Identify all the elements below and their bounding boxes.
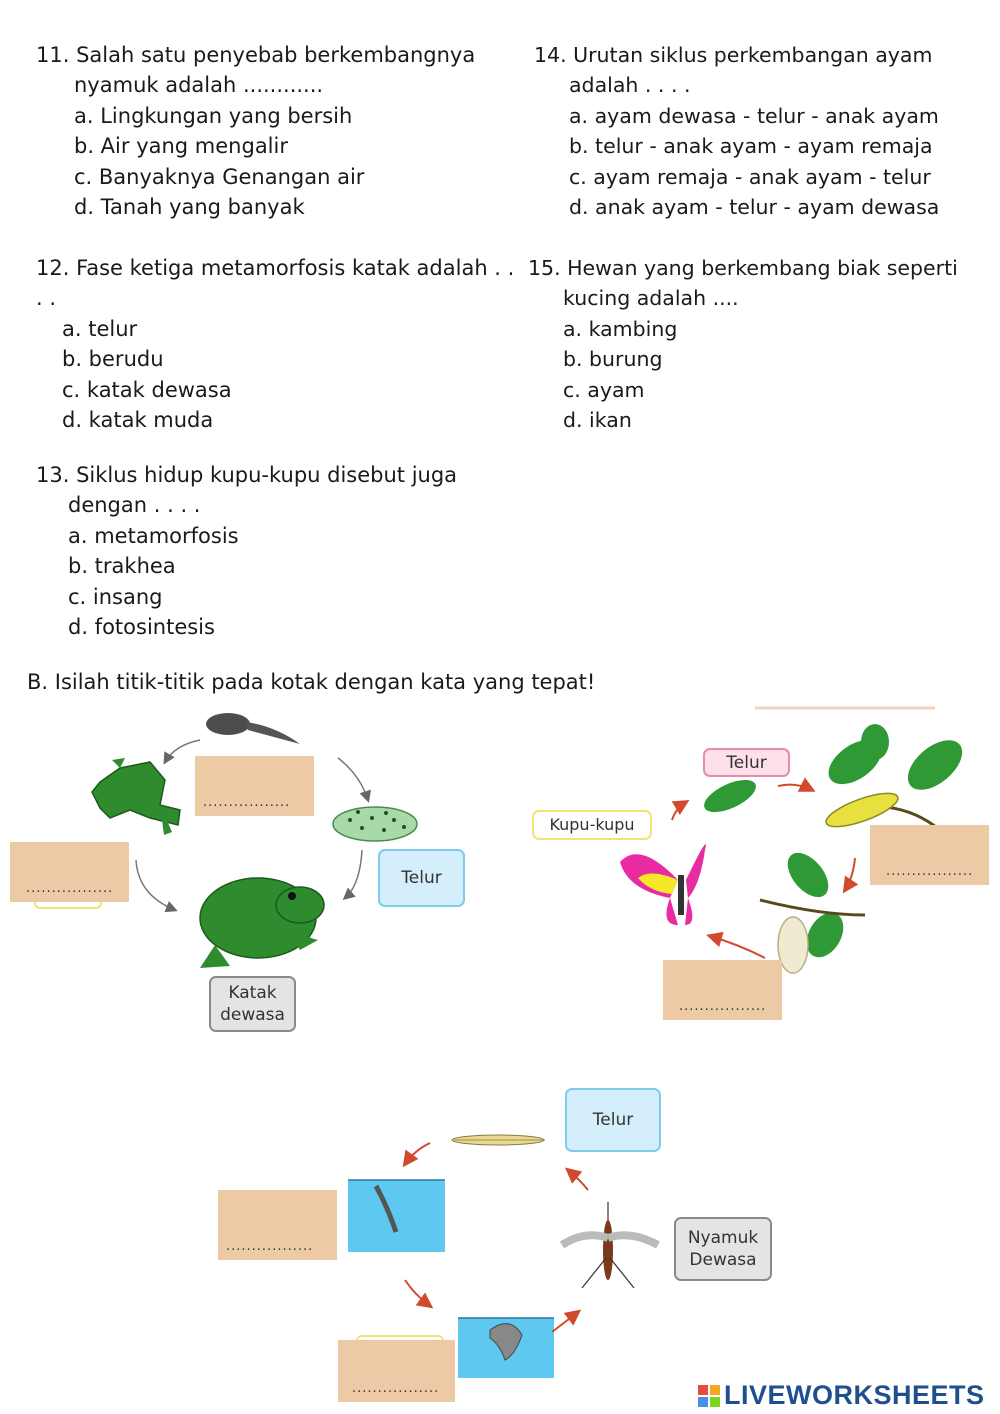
- frog-answer-box-berudu[interactable]: [195, 756, 314, 816]
- cycle-arrow: [672, 802, 686, 820]
- butterfly-answer-box-ulat[interactable]: [870, 825, 989, 885]
- leaf-pupa-icon: [760, 845, 865, 973]
- option: a. ayam dewasa - telur - anak ayam: [569, 103, 939, 128]
- option: a. telur: [62, 316, 138, 341]
- option: c. ayam: [563, 377, 645, 402]
- tadpole-icon: [206, 713, 300, 744]
- option: d. Tanah yang banyak: [74, 195, 305, 220]
- mosquito-eggs-icon: [452, 1135, 545, 1145]
- blank-dots: .................: [679, 999, 767, 1014]
- option: d. ikan: [563, 408, 632, 433]
- cycle-arrow: [778, 785, 812, 790]
- blank-dots: .................: [26, 881, 114, 896]
- logo-text: LIVEWORKSHEETS: [724, 1380, 985, 1410]
- option: b. Air yang mengalir: [74, 134, 288, 159]
- butterfly-label-telur: [703, 748, 790, 777]
- question-text: . .: [36, 286, 57, 311]
- mosquito-label-telur: [565, 1088, 661, 1152]
- butterfly-label-kupu-kupu: [532, 810, 652, 840]
- question-13: [36, 460, 457, 642]
- option: b. burung: [563, 347, 663, 372]
- label-text: Telur: [401, 868, 442, 888]
- mosquito-label-nyamuk-dewasa: [674, 1217, 772, 1281]
- question-15: [528, 253, 958, 435]
- blank-dots: .................: [226, 1239, 314, 1254]
- cycle-arrow: [568, 1170, 588, 1190]
- option: d. katak muda: [62, 408, 214, 433]
- frog-answer-box-katak-muda[interactable]: [10, 842, 129, 902]
- question-text: 15. Hewan yang berkembang biak seperti: [528, 256, 958, 280]
- question-text: 11. Salah satu penyebab berkembangnya: [36, 43, 476, 67]
- cycle-arrow: [710, 936, 765, 958]
- butterfly-answer-box-kepompong[interactable]: [663, 960, 782, 1020]
- question-text: 13. Siklus hidup kupu-kupu disebut juga: [36, 463, 458, 487]
- cycle-arrow: [338, 758, 368, 800]
- cycle-arrow: [136, 860, 175, 910]
- mosquito-answer-box-jentik[interactable]: [218, 1190, 337, 1260]
- young-frog-icon: [92, 758, 180, 835]
- question-text: nyamuk adalah ............: [74, 73, 324, 98]
- logo-mark-icon: [698, 1385, 720, 1407]
- leaf-egg-icon: [700, 773, 761, 818]
- cycle-arrow: [845, 858, 855, 890]
- label-text: Telur: [592, 1110, 634, 1130]
- frog-eggs-icon: [333, 807, 417, 841]
- cycle-arrow: [552, 1312, 578, 1332]
- cycle-arrow: [345, 850, 362, 898]
- liveworksheets-logo: [698, 1380, 985, 1411]
- cycle-arrow: [405, 1143, 430, 1164]
- option: c. Banyaknya Genangan air: [74, 164, 365, 189]
- option: a. Lingkungan yang bersih: [74, 103, 353, 128]
- label-text: dewasa: [220, 1005, 285, 1025]
- question-text: 14. Urutan siklus perkembangan ayam: [534, 43, 933, 67]
- label-text: Nyamuk: [687, 1228, 759, 1248]
- blank-dots: .................: [352, 1381, 440, 1396]
- question-text: kucing adalah ....: [563, 286, 739, 311]
- frog-label-katak-dewasa: [209, 976, 296, 1032]
- cycle-arrow: [405, 1280, 430, 1306]
- blank-dots: .................: [203, 795, 291, 810]
- label-text: Kupu-kupu: [549, 815, 635, 834]
- mosquito-icon: [562, 1202, 658, 1288]
- option: b. telur - anak ayam - ayam remaja: [569, 134, 933, 159]
- option: d. anak ayam - telur - ayam dewasa: [569, 195, 940, 220]
- option: a. metamorfosis: [68, 523, 239, 548]
- mosquito-answer-box-pupa[interactable]: [338, 1340, 455, 1402]
- question-text: 12. Fase ketiga metamorfosis katak adalah . .: [36, 256, 515, 280]
- leaf-caterpillar-icon: [821, 724, 971, 833]
- option: c. ayam remaja - anak ayam - telur: [569, 164, 931, 189]
- frog-label-telur: [378, 849, 465, 907]
- option: b. berudu: [62, 347, 164, 372]
- option: d. fotosintesis: [68, 615, 215, 640]
- option: a. kambing: [563, 316, 678, 341]
- adult-frog-icon: [200, 878, 324, 968]
- label-text: Telur: [726, 752, 767, 773]
- pupa-icon: [458, 1318, 554, 1378]
- question-12: [36, 253, 514, 435]
- option: c. insang: [68, 584, 163, 609]
- option: c. katak dewasa: [62, 377, 232, 402]
- label-text: Katak: [228, 983, 277, 1003]
- question-text: adalah . . . .: [569, 73, 691, 98]
- question-14: [534, 40, 939, 222]
- question-text: dengan . . . .: [68, 493, 201, 518]
- question-11: [36, 40, 475, 222]
- option: b. trakhea: [68, 554, 176, 579]
- larva-icon: [348, 1180, 445, 1252]
- butterfly-icon: [620, 844, 706, 925]
- label-text: Dewasa: [689, 1250, 757, 1270]
- blank-dots: .................: [886, 864, 974, 879]
- section-b-heading: B. Isilah titik-titik pada kotak dengan kata yang tepat!: [27, 670, 596, 694]
